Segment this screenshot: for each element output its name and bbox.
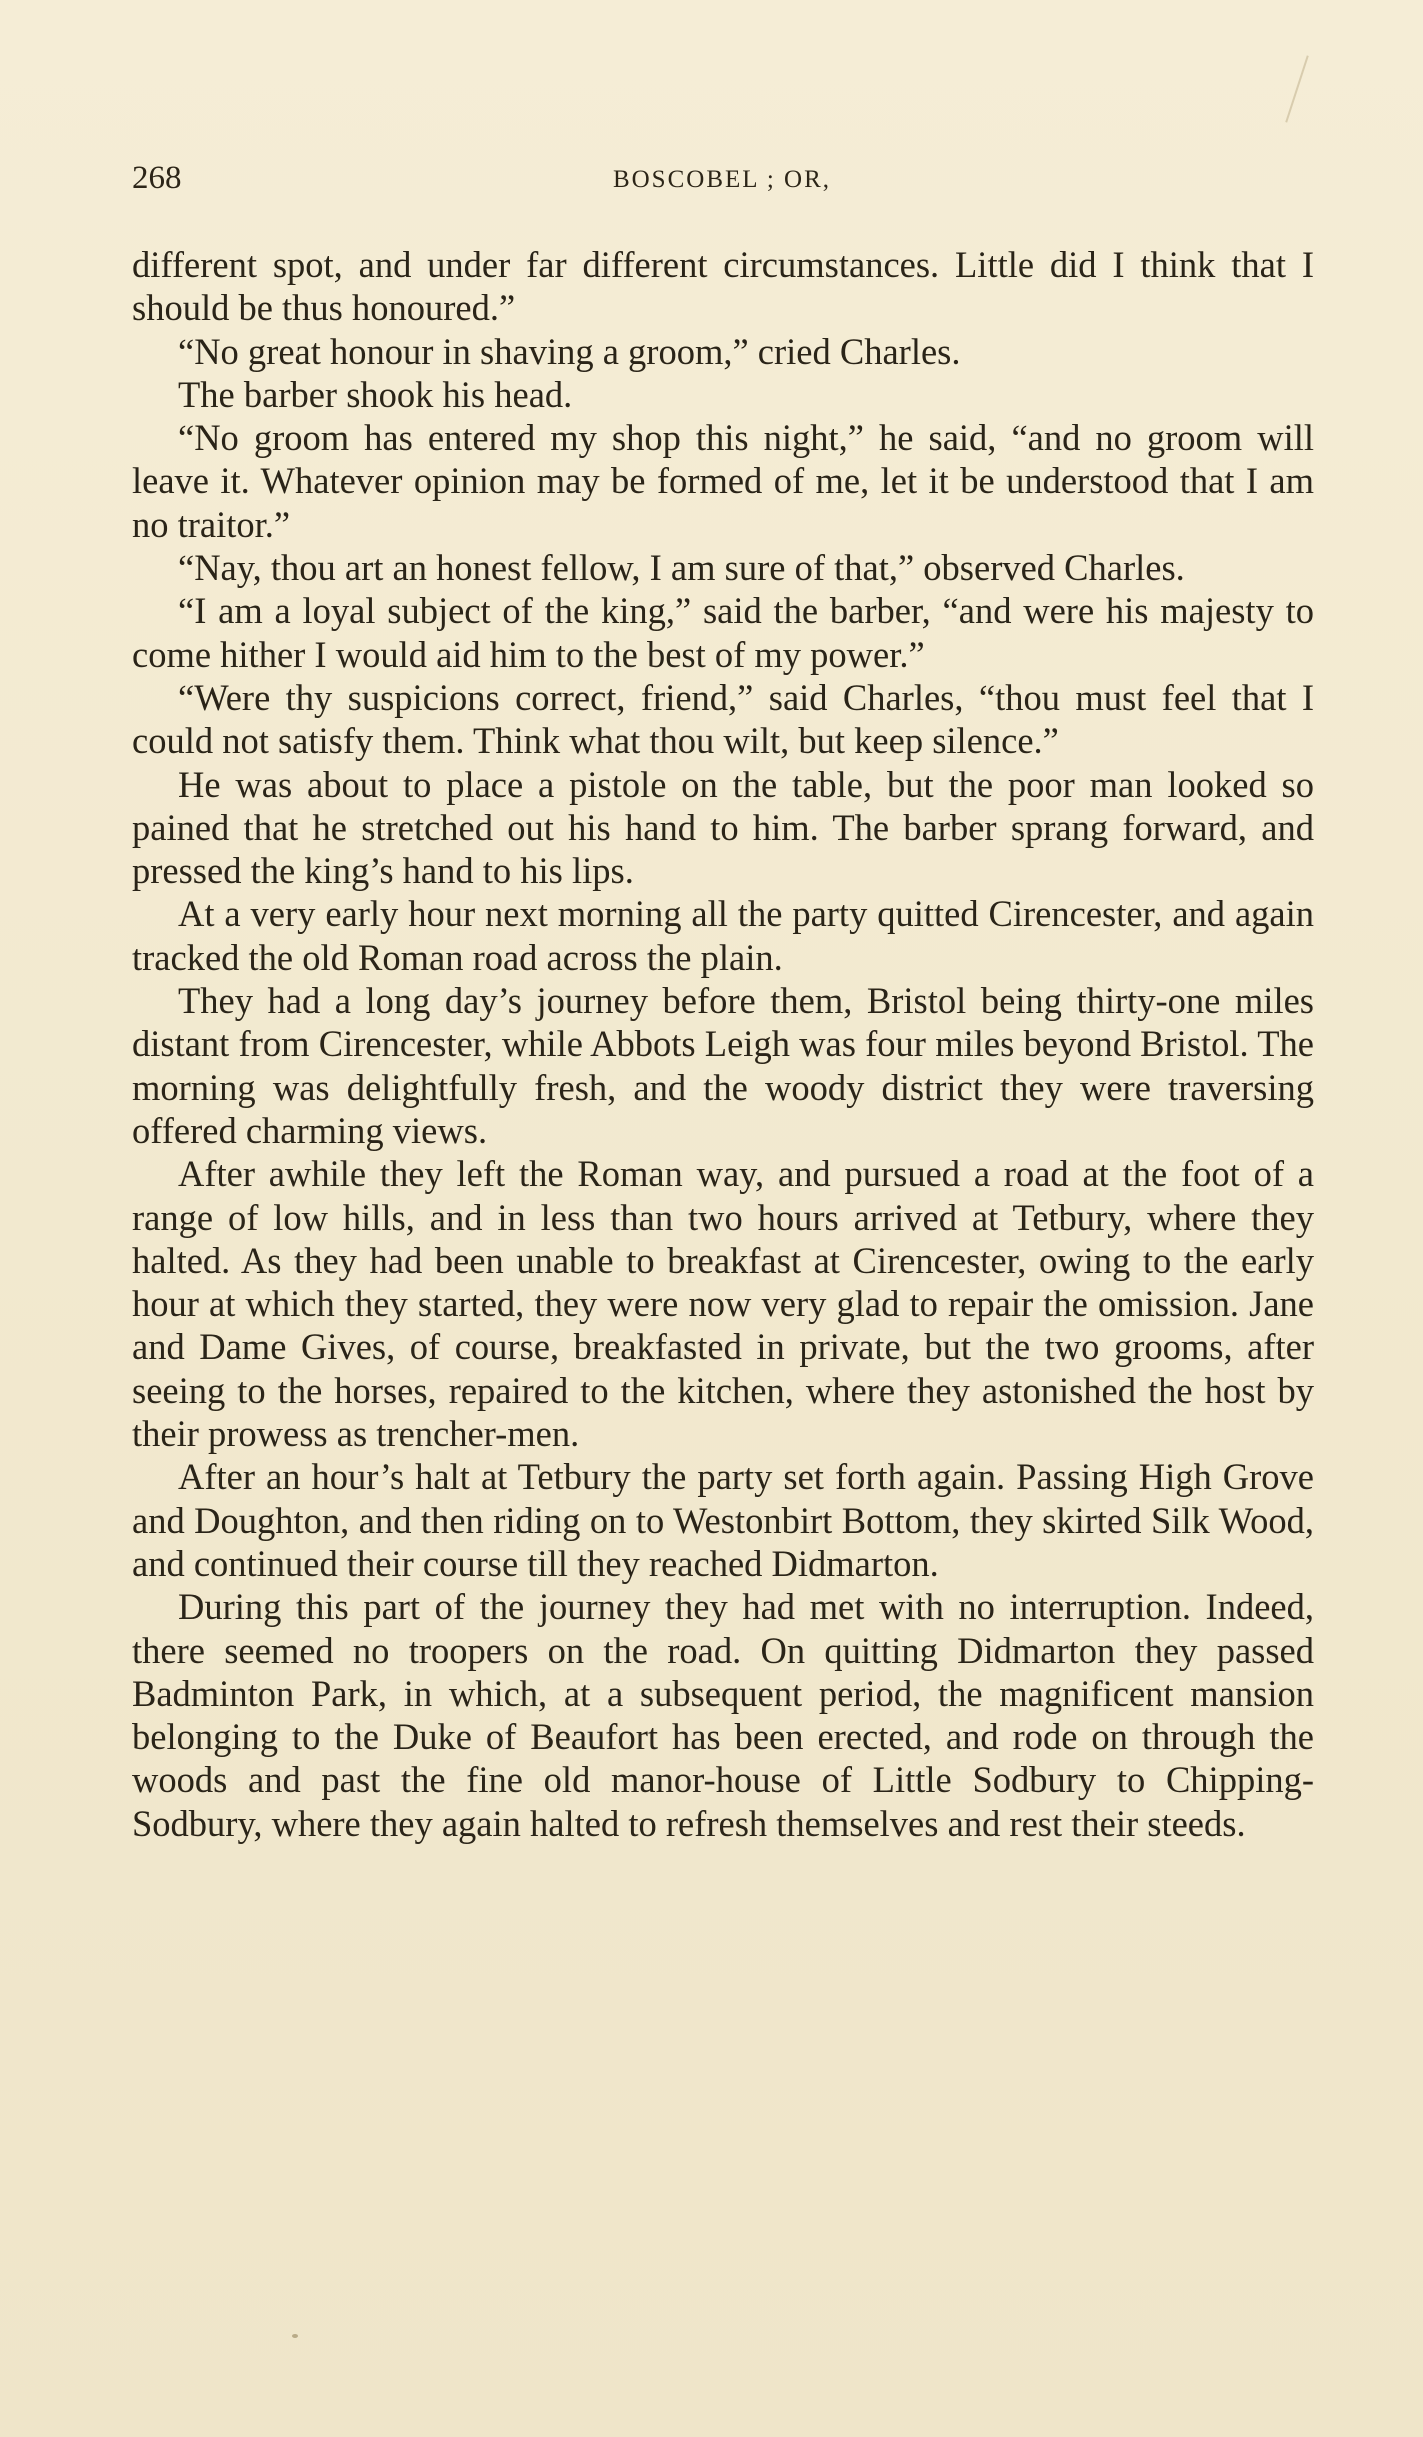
page-header: [132, 160, 1312, 210]
paragraph: “Were thy suspicions correct, friend,” said Charles, “thou must feel that I could not satisfy them. Think what thou wilt, but keep silence.”: [132, 676, 1314, 762]
running-head: BOSCOBEL ; OR,: [612, 166, 832, 193]
paragraph: “No groom has entered my shop this night,” he said, “and no groom will leave it. Whatever opinion may be formed of me, let it be understood that I am no traitor.”: [132, 417, 1314, 545]
paragraph-continued: different spot, and under far different circumstances. Little did I think that I should be thus honoured.”: [132, 244, 1314, 329]
paragraph: At a very early hour next morning all the party quitted Cirencester, and again tracked the old Roman road across the plain.: [132, 893, 1314, 978]
paragraph: During this part of the journey they had met with no interruption. Indeed, there seemed no troopers on the road. On quitting Didmarton they passed Badminton Park, in which, at a subsequent period, the magnificent mansion belonging to the Duke of Beaufort has been erected, and rode on through the woods and past the fine old manor-house of Little Sodbury to Chipping-Sodbury, where they again halted to refresh themselves and rest their steeds.: [132, 1586, 1314, 1844]
paragraph: After an hour’s halt at Tetbury the party set forth again. Passing High Grove and Doughton, and then riding on to Westonbirt Bottom, they skirted Silk Wood, and continued their course till they reached Didmarton.: [132, 1456, 1314, 1584]
paragraph: “Nay, thou art an honest fellow, I am sure of that,” observed Charles.: [178, 547, 1185, 589]
paragraph: “No great honour in shaving a groom,” cried Charles.: [178, 330, 961, 372]
body-text: [132, 243, 1314, 1845]
paragraph: “I am a loyal subject of the king,” said the barber, “and were his majesty to come hither I would aid him to the best of my power.”: [132, 590, 1314, 675]
paragraph: He was about to place a pistole on the table, but the poor man looked so pained that he stretched out his hand to him. The barber sprang forward, and pressed the king’s hand to his lips.: [132, 763, 1314, 892]
paragraph: They had a long day’s journey before them, Bristol being thirty-one miles distant from Cirencester, while Abbots Leigh was four miles beyond Bristol. The morning was delightfully fresh, and the woody district they were traversing offered charming views.: [132, 980, 1314, 1151]
paragraph: The barber shook his head.: [178, 373, 573, 415]
page-number: 268: [132, 160, 182, 196]
paper-speck: [292, 2334, 298, 2338]
paper-crease-mark: [1285, 55, 1309, 122]
paragraph: After awhile they left the Roman way, and pursued a road at the foot of a range of low hills, and in less than two hours arrived at Tetbury, where they halted. As they had been unable to breakfast at Cirencester, owing to the early hour at which they started, they were now very glad to repair the omission. Jane and Dame Gives, of course, breakfasted in private, but the two grooms, after seeing to the horses, repaired to the kitchen, where they astonished the host by their prowess as trencher-men.: [132, 1153, 1314, 1455]
